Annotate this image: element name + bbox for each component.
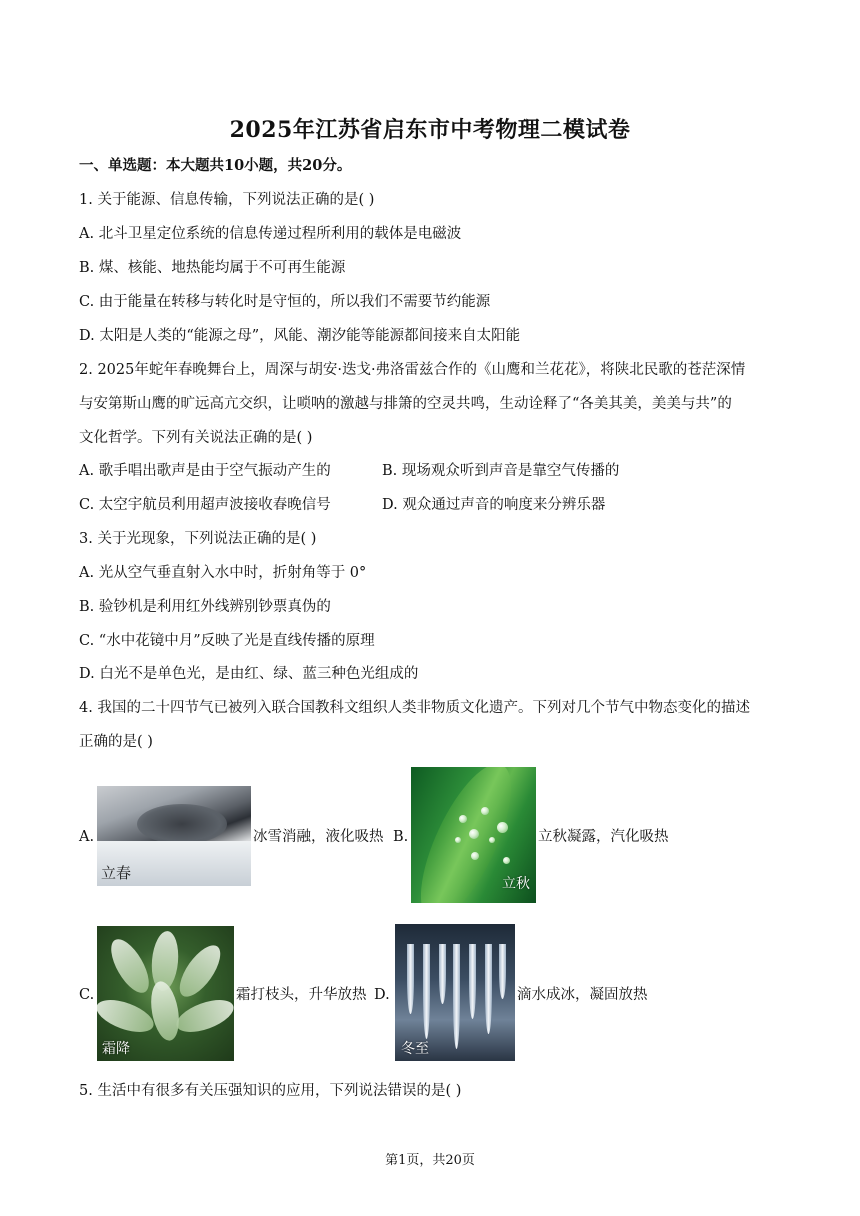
- question-3-option-c: C. “水中花镜中月”反映了光是直线传播的原理: [79, 633, 375, 649]
- question-4-option-a-image: [97, 786, 251, 886]
- question-4-stem-line-1: 4. 我国的二十四节气已被列入联合国教科文组织人类非物质文化遗产。下列对几个节气中物态变化的描述: [79, 700, 750, 716]
- question-5-stem: 5. 生活中有很多有关压强知识的应用，下列说法错误的是( ): [79, 1083, 462, 1099]
- page-footer: 第1页，共20页: [385, 1153, 475, 1168]
- question-2-option-b: B. 现场观众听到声音是靠空气传播的: [382, 463, 620, 479]
- image-caption: 立秋: [502, 876, 530, 892]
- question-4-option-c-image: [97, 926, 234, 1061]
- question-2-stem-line-3: 文化哲学。下列有关说法正确的是( ): [79, 430, 313, 446]
- question-4-option-d-text: 滴水成冰，凝固放热: [517, 987, 648, 1003]
- question-2-option-a: A. 歌手唱出歌声是由于空气振动产生的: [79, 463, 331, 479]
- question-4-stem-line-2: 正确的是( ): [79, 734, 153, 750]
- section-heading: 一、单选题：本大题共10小题，共20分。: [79, 157, 352, 174]
- question-3-option-a: A. 光从空气垂直射入水中时，折射角等于 0°: [79, 565, 367, 581]
- question-4-option-a-prefix: A.: [79, 829, 95, 845]
- page-title: 2025年江苏省启东市中考物理二模试卷: [229, 117, 631, 143]
- question-4-option-a-text: 冰雪消融，液化吸热: [253, 829, 384, 845]
- question-4-option-b-prefix: B.: [393, 829, 409, 845]
- question-1-stem: 1. 关于能源、信息传输，下列说法正确的是( ): [79, 192, 375, 208]
- question-4-option-d-prefix: D.: [374, 987, 390, 1003]
- image-caption: 霜降: [102, 1041, 130, 1057]
- question-3-stem: 3. 关于光现象，下列说法正确的是( ): [79, 531, 317, 547]
- question-4-option-d-image: [395, 924, 515, 1061]
- question-4-option-c-text: 霜打枝头，升华放热: [236, 987, 367, 1003]
- question-2-option-d: D. 观众通过声音的响度来分辨乐器: [382, 497, 606, 513]
- question-4-option-b-text: 立秋凝露，汽化吸热: [538, 829, 669, 845]
- question-2-stem-line-2: 与安第斯山鹰的旷远高亢交织，让唢呐的激越与排箫的空灵共鸣，生动诠释了“各美其美，美美与共”的: [79, 396, 732, 412]
- image-caption: 立春: [101, 864, 132, 882]
- question-4-option-c-prefix: C.: [79, 987, 95, 1003]
- image-caption: 冬至: [401, 1041, 429, 1057]
- question-1-option-a: A. 北斗卫星定位系统的信息传递过程所利用的载体是电磁波: [79, 226, 462, 242]
- question-1-option-b: B. 煤、核能、地热能均属于不可再生能源: [79, 260, 346, 276]
- question-1-option-c: C. 由于能量在转移与转化时是守恒的，所以我们不需要节约能源: [79, 294, 491, 310]
- question-3-option-d: D. 白光不是单色光，是由红、绿、蓝三种色光组成的: [79, 666, 419, 682]
- question-2-stem-line-1: 2. 2025年蛇年春晚舞台上，周深与胡安·迭戈·弗洛雷兹合作的《山鹰和兰花花》，将陕北民歌的苍茫深情: [79, 362, 746, 378]
- question-3-option-b: B. 验钞机是利用红外线辨别钞票真伪的: [79, 599, 331, 615]
- question-4-option-b-image: [411, 767, 536, 903]
- question-2-option-c: C. 太空宇航员利用超声波接收春晚信号: [79, 497, 331, 513]
- question-1-option-d: D. 太阳是人类的“能源之母”，风能、潮汐能等能源都间接来自太阳能: [79, 328, 521, 344]
